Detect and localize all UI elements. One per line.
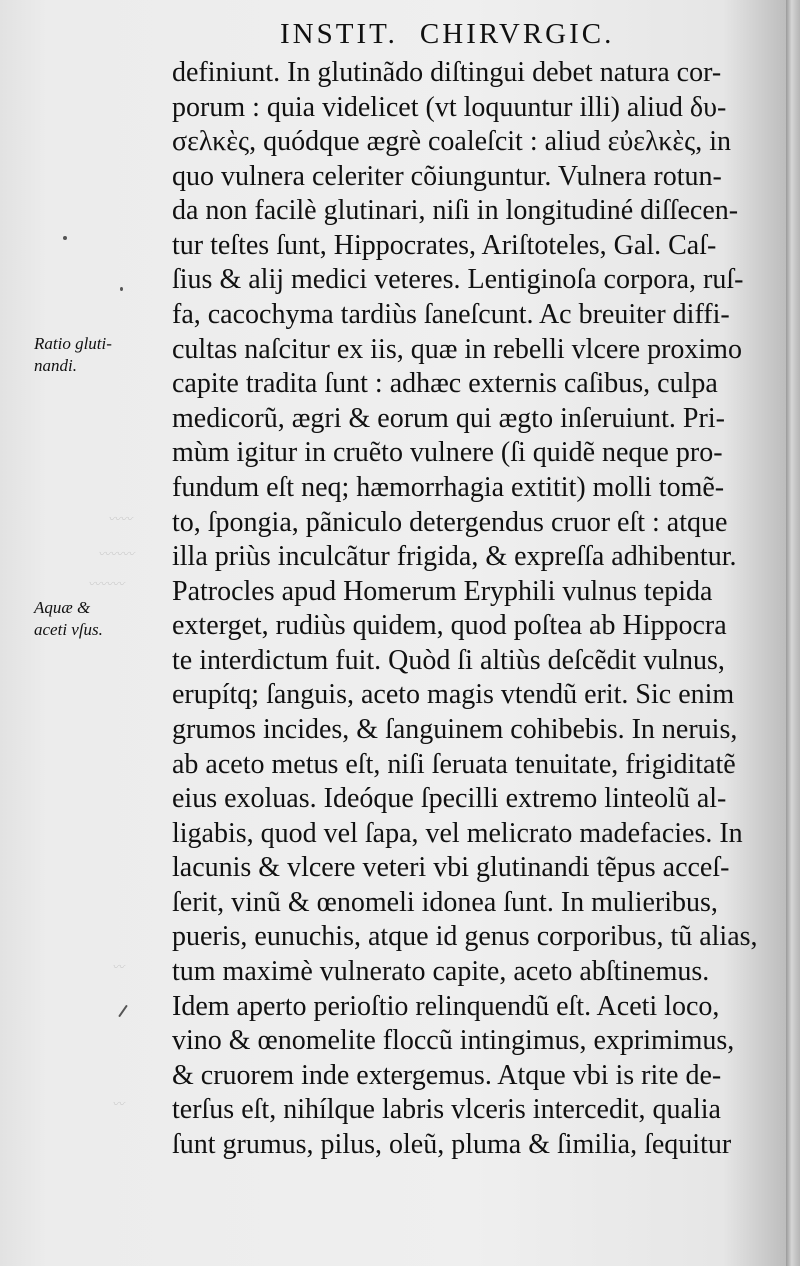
text-line: porum : quia videlicet (vt loquuntur illi) aliud δυ- (172, 91, 727, 123)
text-line: eius exoluas. Ideóque ſpecilli extremo linteolũ al- (172, 783, 727, 815)
margin-note-line: aceti vſus. (34, 620, 103, 639)
text-line: ſius & alij medici veteres. Lentiginoſa corpora, ruſ- (172, 264, 744, 296)
text-line: erupítq; ſanguis, aceto magis vtendũ erit. Sic enim (172, 679, 735, 711)
bleed-through-mark: 〰 (112, 1097, 125, 1111)
page-edge-shadow (786, 0, 800, 1266)
text-line: te interdictum fuit. Quòd ſi altiùs deſcẽdit vulnus, (172, 644, 725, 676)
ink-speck (118, 1005, 128, 1018)
text-line: pueris, eunuchis, atque id genus corporibus, tũ alias, (172, 921, 758, 953)
text-line: tum maximè vulnerato capite, aceto abſtinemus. (172, 956, 710, 988)
text-line: exterget, rudiùs quidem, quod poſtea ab Hippocra (172, 610, 727, 642)
bleed-through-mark: 〰〰〰 (98, 547, 135, 561)
text-line: terſus eſt, nihílque labris vlceris intercedit, qualia (172, 1094, 721, 1126)
text-line: da non facilè glutinari, niſi in longitudiné diſſecen- (172, 195, 739, 227)
bleed-through-mark: 〰〰 (108, 512, 133, 526)
text-line: Patrocles apud Homerum Eryphili vulnus tepida (172, 575, 713, 607)
margin-note-line: Ratio gluti- (34, 334, 112, 353)
ink-speck (120, 287, 123, 291)
text-line: mùm igitur in cruẽto vulnere (ſi quidẽ neque pro- (172, 437, 723, 469)
margin-note-line: Aquæ & (34, 598, 91, 617)
margin-note-line: nandi. (34, 356, 77, 375)
margin-note (34, 597, 164, 641)
text-line: σελκὲς, quódque ægrè coaleſcit : aliud εὐελκὲς, in (172, 126, 732, 158)
text-line: Idem aperto perioſtio relinquendũ eſt. Aceti loco, (172, 990, 720, 1022)
text-line: capite tradita ſunt : adhæc externis caſibus, culpa (172, 368, 718, 400)
text-line: ſunt grumus, pilus, oleũ, pluma & ſimilia, ſequitur (172, 1128, 732, 1160)
ink-speck (63, 236, 67, 240)
header-word-1: INSTIT. (280, 18, 398, 50)
text-line: fundum eſt neq; hæmorrhagia extitit) molli tomẽ- (172, 471, 725, 503)
text-line: grumos incides, & ſanguinem cohibebis. In neruis, (172, 713, 738, 745)
text-line: definiunt. In glutinãdo diſtingui debet natura cor- (172, 57, 722, 88)
text-line: ligabis, quod vel ſapa, vel melicrato madefacies. In (172, 817, 743, 849)
text-line: illa priùs inculcãtur frigida, & expreſſa adhibentur. (172, 541, 737, 573)
bleed-through-mark: 〰 (112, 960, 125, 974)
margin-note (34, 333, 164, 377)
text-line: & cruorem inde extergemus. Atque vbi is rite de- (172, 1059, 722, 1091)
text-line: to, ſpongia, pãniculo detergendus cruor eſt : atque (172, 506, 728, 538)
text-line: ſerit, vinũ & œnomeli idonea ſunt. In mulieribus, (172, 886, 718, 918)
text-line: lacunis & vlcere veteri vbi glutinandi tẽpus acceſ- (172, 852, 730, 884)
bleed-through-mark: 〰〰〰 (88, 577, 125, 591)
text-line: medicorũ, ægri & eorum qui ægto inſeruiunt. Pri- (172, 402, 725, 434)
header-word-2: CHIRVRGIC. (419, 18, 615, 50)
text-line: quo vulnera celeriter cõiunguntur. Vulnera rotun- (172, 160, 722, 192)
text-line: fa, cacochyma tardiùs ſaneſcunt. Ac breuiter diffi- (172, 299, 730, 331)
text-line: cultas naſcitur ex iis, quæ in rebelli vlcere proximo (172, 333, 742, 365)
text-line: ab aceto metus eſt, niſi ſeruata tenuitate, frigiditatẽ (172, 748, 736, 780)
text-line: tur teſtes ſunt, Hippocrates, Ariſtoteles, Gal. Caſ- (172, 229, 717, 261)
running-header (280, 18, 614, 51)
text-line: vino & œnomelite floccũ intingimus, exprimimus, (172, 1025, 735, 1057)
body-text (172, 56, 772, 1163)
